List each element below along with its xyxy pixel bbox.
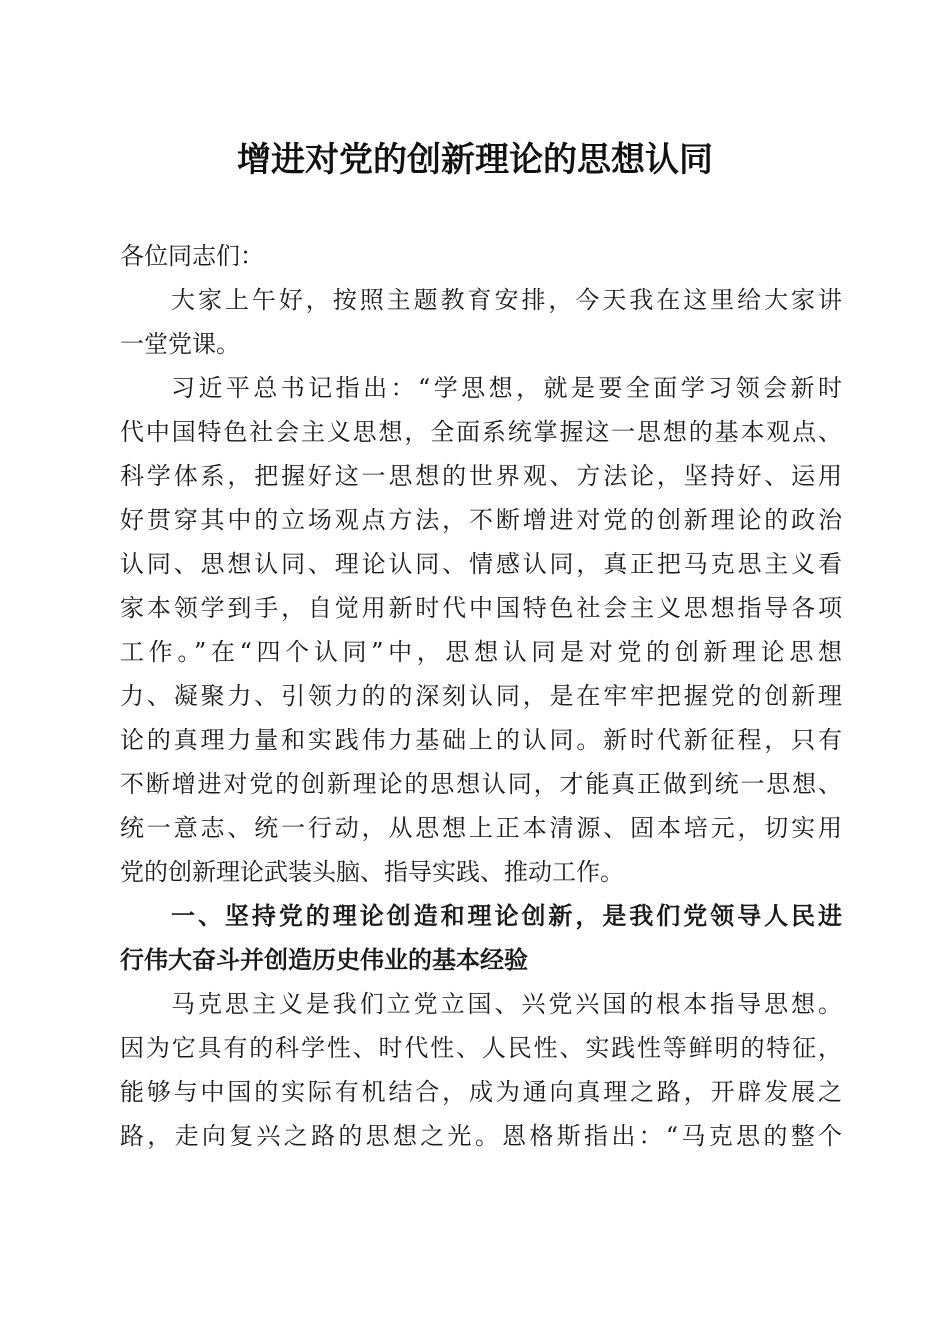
paragraph-3-line-1: 马克思主义是我们立党立国、兴党兴国的根本指导思想。: [171, 990, 842, 1018]
paragraph-2-line-8: 力、凝聚力、引领力的的深刻认同，是在牢牢把握党的创新理: [120, 682, 842, 710]
paragraph-3-line-4: 路，走向复兴之路的思想之光。恩格斯指出：“马克思的整个: [120, 1122, 842, 1150]
paragraph-2-line-5: 认同、思想认同、理论认同、情感认同，真正把马克思主义看: [120, 550, 842, 578]
paragraph-3-line-2: 因为它具有的科学性、时代性、人民性、实践性等鲜明的特征，: [120, 1034, 842, 1062]
paragraph-3-line-3: 能够与中国的实际有机结合，成为通向真理之路，开辟发展之: [120, 1078, 842, 1106]
document-title: 增进对党的创新理论的思想认同: [237, 140, 713, 180]
paragraph-2-line-12: 党的创新理论武装头脑、指导实践、推动工作。: [120, 858, 624, 886]
section-heading-line-2: 行伟大奋斗并创造历史伟业的基本经验: [120, 946, 528, 974]
paragraph-2-line-1: 习近平总书记指出：“学思想，就是要全面学习领会新时: [171, 374, 842, 402]
paragraph-2-line-11: 统一意志、统一行动，从思想上正本清源、固本培元，切实用: [120, 814, 842, 842]
paragraph-2-line-2: 代中国特色社会主义思想，全面系统掌握这一思想的基本观点、: [120, 418, 842, 446]
section-heading-line-1: 一、坚持党的理论创造和理论创新，是我们党领导人民进: [171, 902, 842, 930]
document-body: [120, 234, 842, 1158]
paragraph-2-line-10: 不断增进对党的创新理论的思想认同，才能真正做到统一思想、: [120, 770, 842, 798]
paragraph-2-line-4: 好贯穿其中的立场观点方法，不断增进对党的创新理论的政治: [120, 506, 842, 534]
paragraph-1-line-2: 一堂党课。: [120, 330, 240, 358]
paragraph-2-line-6: 家本领学到手，自觉用新时代中国特色社会主义思想指导各项: [120, 594, 842, 622]
salutation-line: 各位同志们：: [120, 242, 264, 270]
paragraph-2-line-7: 工作。”在“四个认同”中，思想认同是对党的创新理论思想: [120, 638, 842, 666]
paragraph-2-line-3: 科学体系，把握好这一思想的世界观、方法论，坚持好、运用: [120, 462, 842, 490]
paragraph-2-line-9: 论的真理力量和实践伟力基础上的认同。新时代新征程，只有: [120, 726, 842, 754]
paragraph-1-line-1: 大家上午好，按照主题教育安排，今天我在这里给大家讲: [171, 286, 842, 314]
